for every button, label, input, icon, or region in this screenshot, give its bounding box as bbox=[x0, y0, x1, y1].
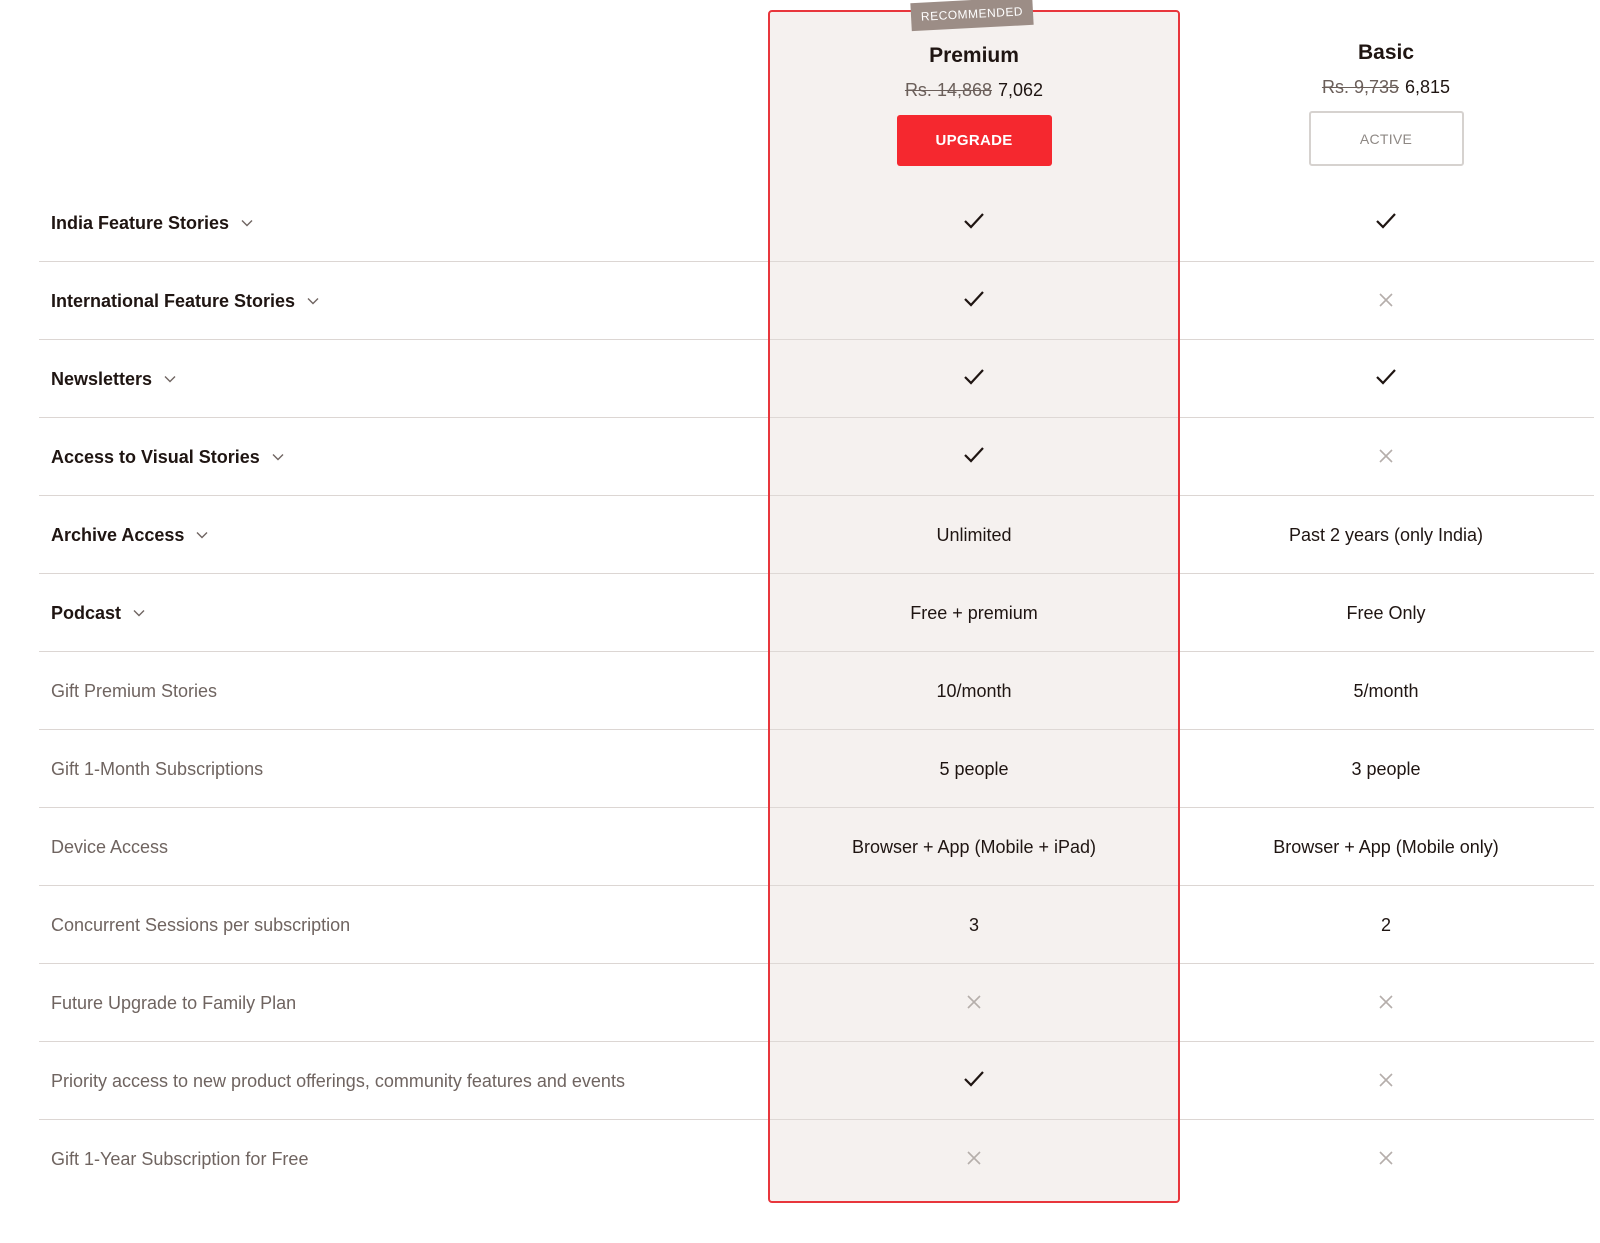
feature-row bbox=[0, 574, 1600, 652]
premium-value: 5 people bbox=[939, 758, 1009, 779]
premium-price bbox=[768, 80, 1180, 101]
chevron-down-icon[interactable] bbox=[272, 453, 284, 461]
premium-value: Free + premium bbox=[910, 602, 1038, 623]
feature-label[interactable] bbox=[51, 262, 319, 340]
feature-label bbox=[51, 964, 296, 1042]
premium-value: 10/month bbox=[936, 680, 1012, 701]
chevron-down-icon[interactable] bbox=[164, 375, 176, 383]
feature-label bbox=[51, 886, 350, 964]
premium-cell bbox=[768, 496, 1180, 574]
feature-label[interactable] bbox=[51, 418, 284, 496]
check-icon bbox=[963, 446, 985, 469]
feature-row bbox=[0, 652, 1600, 730]
feature-label-text: India Feature Stories bbox=[51, 212, 230, 233]
feature-row bbox=[0, 496, 1600, 574]
feature-row bbox=[0, 1120, 1600, 1198]
feature-label bbox=[51, 1042, 625, 1120]
basic-cell bbox=[1180, 1120, 1592, 1198]
premium-cell bbox=[768, 418, 1180, 496]
cross-icon bbox=[1379, 291, 1393, 312]
basic-plan-header bbox=[1180, 41, 1592, 166]
basic-cell bbox=[1180, 1042, 1592, 1120]
feature-label-text: International Feature Stories bbox=[51, 290, 296, 311]
feature-label-text: Priority access to new product offerings, community features and events bbox=[51, 1070, 625, 1091]
check-icon bbox=[1375, 368, 1397, 391]
feature-row bbox=[0, 184, 1600, 262]
premium-cell bbox=[768, 652, 1180, 730]
feature-row bbox=[0, 340, 1600, 418]
check-icon bbox=[1375, 212, 1397, 235]
basic-cell bbox=[1180, 730, 1592, 808]
premium-cell bbox=[768, 1120, 1180, 1198]
chevron-down-icon[interactable] bbox=[241, 219, 253, 227]
premium-old-price: Rs. 14,868 bbox=[904, 80, 992, 100]
basic-value: 2 bbox=[1380, 914, 1391, 935]
chevron-down-icon[interactable] bbox=[133, 609, 145, 617]
feature-label-text: Access to Visual Stories bbox=[51, 446, 260, 467]
basic-price bbox=[1180, 77, 1592, 98]
upgrade-button[interactable]: UPGRADE bbox=[897, 115, 1052, 166]
premium-cell bbox=[768, 886, 1180, 964]
check-icon bbox=[963, 368, 985, 391]
feature-label bbox=[51, 1120, 308, 1198]
feature-label-text: Podcast bbox=[51, 602, 122, 623]
basic-cell bbox=[1180, 340, 1592, 418]
basic-old-price: Rs. 9,735 bbox=[1321, 77, 1399, 97]
feature-label bbox=[51, 652, 217, 730]
check-icon bbox=[963, 1070, 985, 1093]
premium-current-price: 7,062 bbox=[998, 80, 1044, 100]
chevron-down-icon[interactable] bbox=[196, 531, 208, 539]
basic-cell bbox=[1180, 418, 1592, 496]
feature-label-text: Archive Access bbox=[51, 524, 185, 545]
premium-cell bbox=[768, 964, 1180, 1042]
cross-icon bbox=[1379, 1149, 1393, 1170]
basic-cell bbox=[1180, 808, 1592, 886]
basic-value: Free Only bbox=[1346, 602, 1426, 623]
cross-icon bbox=[1379, 993, 1393, 1014]
feature-label-text: Gift 1-Month Subscriptions bbox=[51, 758, 264, 779]
feature-row bbox=[0, 886, 1600, 964]
basic-value: Browser + App (Mobile only) bbox=[1273, 836, 1499, 857]
feature-label[interactable] bbox=[51, 496, 208, 574]
premium-cell bbox=[768, 730, 1180, 808]
premium-value: Unlimited bbox=[936, 524, 1012, 545]
premium-cell bbox=[768, 574, 1180, 652]
premium-cell bbox=[768, 262, 1180, 340]
feature-label-text: Device Access bbox=[51, 836, 169, 857]
check-icon bbox=[963, 212, 985, 235]
feature-row bbox=[0, 730, 1600, 808]
premium-cell bbox=[768, 340, 1180, 418]
premium-cell bbox=[768, 1042, 1180, 1120]
premium-plan-header bbox=[768, 44, 1180, 166]
premium-cell bbox=[768, 184, 1180, 262]
cross-icon bbox=[1379, 447, 1393, 468]
premium-value: Browser + App (Mobile + iPad) bbox=[851, 836, 1097, 857]
premium-value: 3 bbox=[968, 914, 979, 935]
basic-value: Past 2 years (only India) bbox=[1288, 524, 1484, 545]
cross-icon bbox=[967, 993, 981, 1014]
basic-plan-name: Basic bbox=[1357, 41, 1415, 64]
premium-cell bbox=[768, 808, 1180, 886]
basic-cell bbox=[1180, 184, 1592, 262]
feature-label[interactable] bbox=[51, 574, 145, 652]
basic-cell bbox=[1180, 574, 1592, 652]
basic-value: 5/month bbox=[1353, 680, 1419, 701]
feature-row bbox=[0, 1042, 1600, 1120]
basic-cell bbox=[1180, 886, 1592, 964]
basic-cell bbox=[1180, 652, 1592, 730]
recommended-badge: RECOMMENDED bbox=[910, 0, 1033, 31]
feature-label bbox=[51, 730, 263, 808]
feature-label-text: Gift Premium Stories bbox=[51, 680, 218, 701]
feature-label bbox=[51, 808, 168, 886]
basic-current-price: 6,815 bbox=[1405, 77, 1451, 97]
feature-label-text: Future Upgrade to Family Plan bbox=[51, 992, 297, 1013]
feature-row bbox=[0, 262, 1600, 340]
feature-label[interactable] bbox=[51, 340, 176, 418]
premium-plan-name: Premium bbox=[929, 44, 1019, 67]
feature-table bbox=[0, 184, 1600, 1198]
active-plan-button: ACTIVE bbox=[1309, 111, 1464, 166]
feature-label-text: Gift 1-Year Subscription for Free bbox=[51, 1148, 309, 1169]
basic-cell bbox=[1180, 262, 1592, 340]
basic-value: 3 people bbox=[1351, 758, 1421, 779]
chevron-down-icon[interactable] bbox=[307, 297, 319, 305]
basic-cell bbox=[1180, 496, 1592, 574]
feature-label-text: Concurrent Sessions per subscription bbox=[51, 914, 351, 935]
check-icon bbox=[963, 290, 985, 313]
cross-icon bbox=[1379, 1071, 1393, 1092]
feature-row bbox=[0, 418, 1600, 496]
basic-cell bbox=[1180, 964, 1592, 1042]
feature-row bbox=[0, 964, 1600, 1042]
feature-label-text: Newsletters bbox=[51, 368, 153, 389]
cross-icon bbox=[967, 1149, 981, 1170]
feature-label[interactable] bbox=[51, 184, 253, 262]
feature-row bbox=[0, 808, 1600, 886]
